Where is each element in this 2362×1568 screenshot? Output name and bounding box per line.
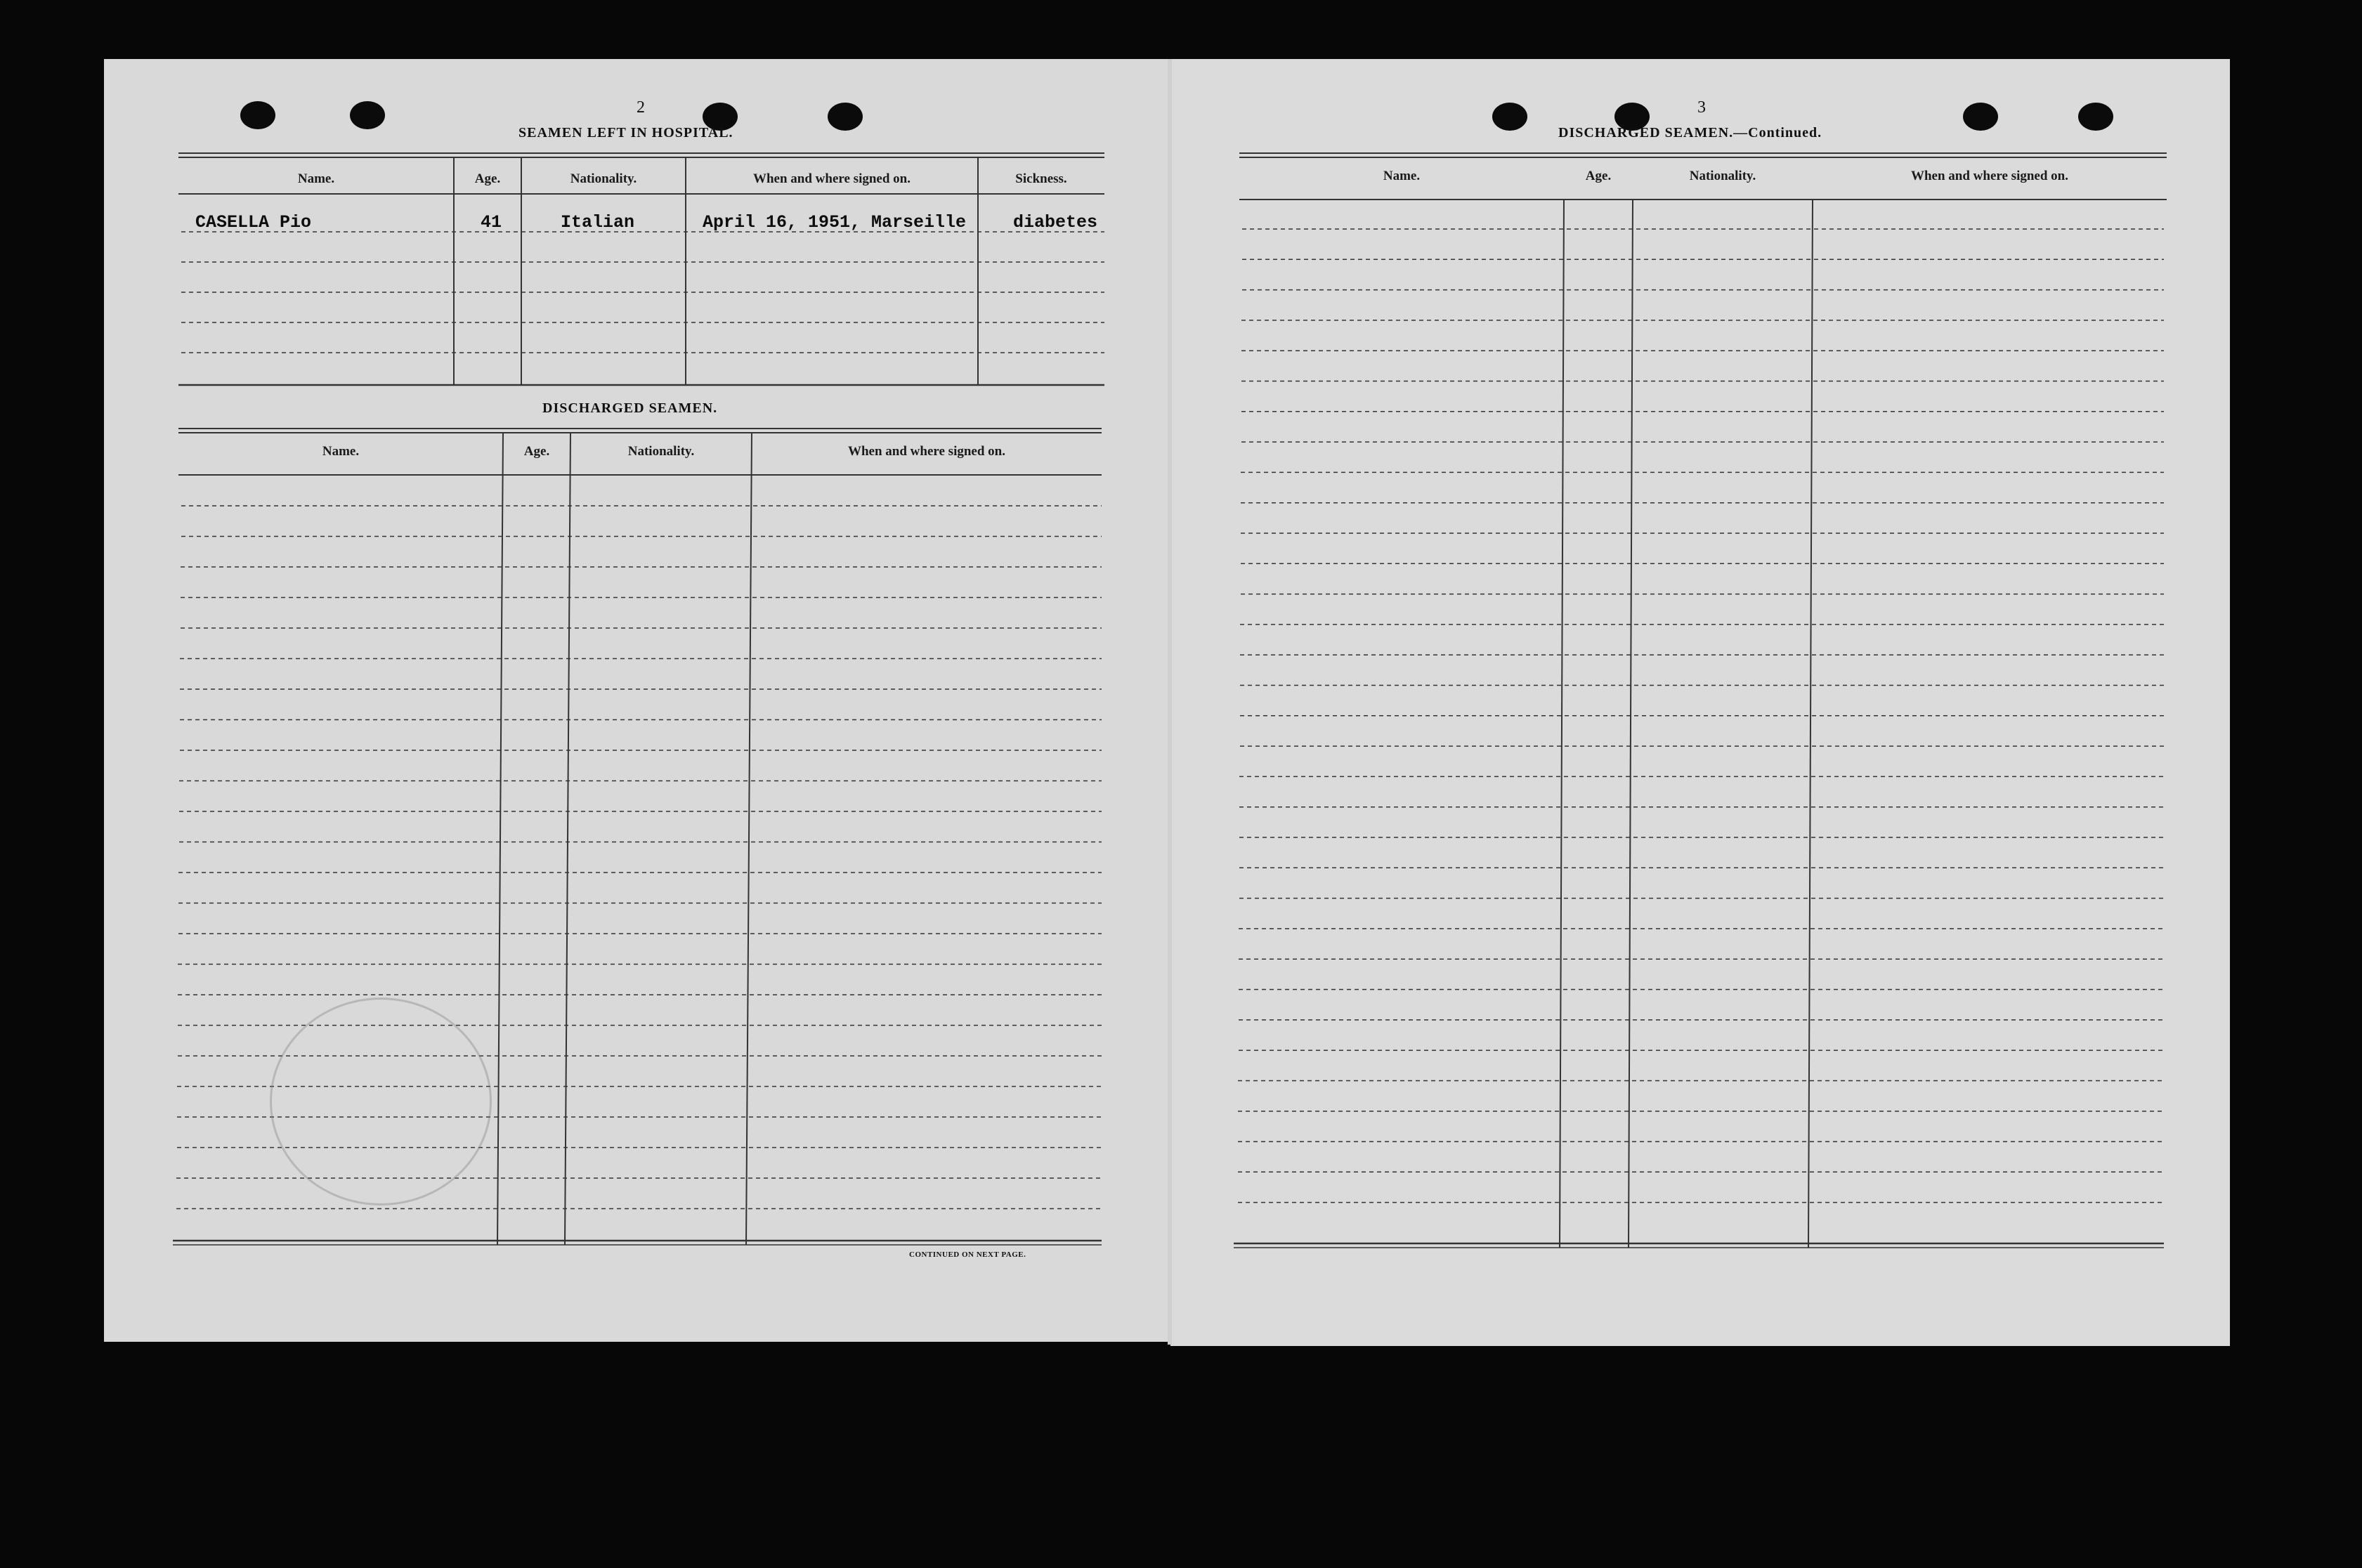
continued-col-signed-on: When and where signed on. <box>1910 169 2068 183</box>
hospital-cell-name: CASELLA Pio <box>195 212 312 233</box>
hospital-cell-age: 41 <box>481 212 502 233</box>
hospital-col-name: Name. <box>297 171 335 186</box>
hospital-col-signed-on: When and where signed on. <box>752 171 911 186</box>
hospital-col-age: Age. <box>474 171 501 186</box>
hospital-cell-signed-on: April 16, 1951, Marseille <box>703 212 967 233</box>
page-number-right: 3 <box>1697 98 1706 117</box>
discharged-col-name: Name. <box>322 444 360 459</box>
faint-stamp <box>270 998 492 1206</box>
discharged-section-title: DISCHARGED SEAMEN. <box>542 400 718 416</box>
hospital-cell-sickness: diabetes <box>1013 212 1098 233</box>
page-number-left: 2 <box>637 98 645 117</box>
continued-col-nationality: Nationality. <box>1689 169 1756 183</box>
continued-col-age: Age. <box>1585 169 1612 183</box>
discharged-continued-title: DISCHARGED SEAMEN.—Continued. <box>1558 125 1822 141</box>
discharged-col-signed-on: When and where signed on. <box>847 444 1005 459</box>
hospital-col-nationality: Nationality. <box>570 171 637 186</box>
discharged-col-nationality: Nationality. <box>627 444 695 459</box>
hospital-cell-nationality: Italian <box>561 212 635 233</box>
hospital-section-title: SEAMEN LEFT IN HOSPITAL. <box>518 125 733 141</box>
continued-col-name: Name. <box>1383 169 1421 183</box>
hospital-col-sickness: Sickness. <box>1015 171 1067 186</box>
discharged-col-age: Age. <box>523 444 550 459</box>
continued-footer: CONTINUED ON NEXT PAGE. <box>909 1250 1026 1259</box>
